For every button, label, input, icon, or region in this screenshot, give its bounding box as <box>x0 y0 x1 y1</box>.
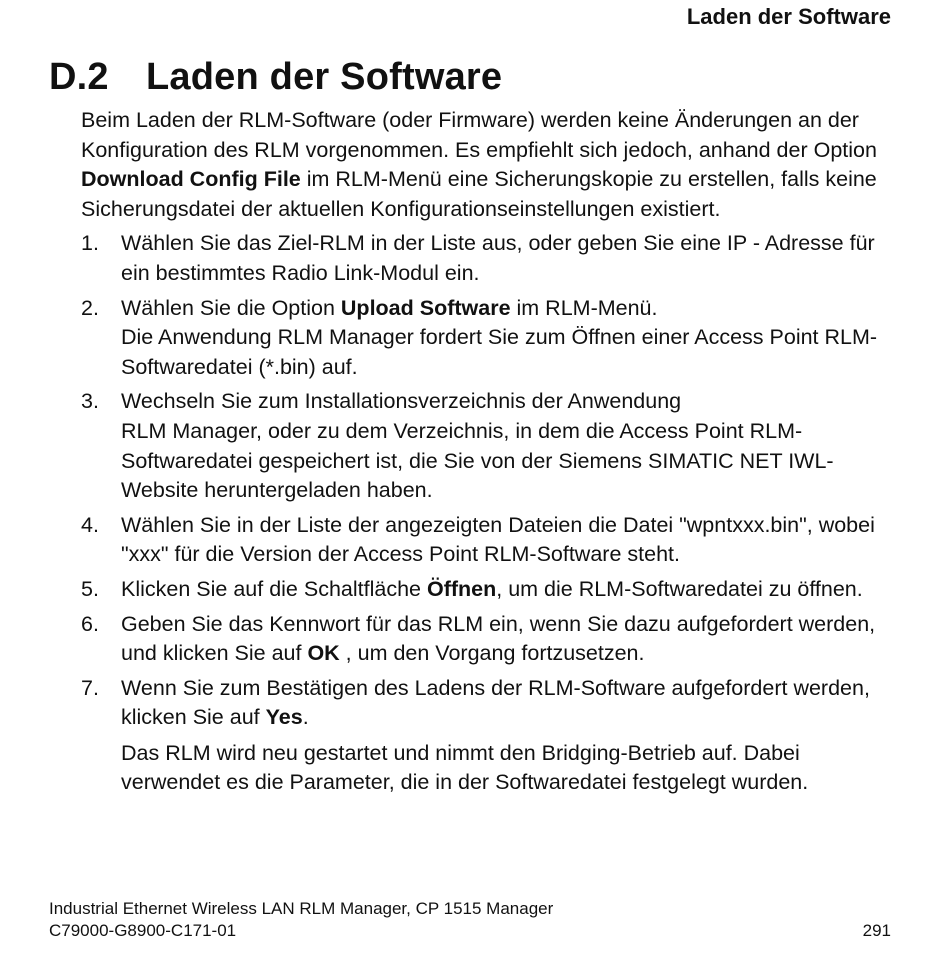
step-button-name: Yes <box>265 705 303 730</box>
step-2 <box>81 294 893 383</box>
step-text-before: Wählen Sie die Option <box>121 295 341 320</box>
page-number: 291 <box>862 921 891 940</box>
running-header: Laden der Software <box>686 4 891 29</box>
step-7 <box>81 674 893 798</box>
step-line <box>121 294 893 324</box>
step-text-after: , um die RLM-Softwaredatei zu öffnen. <box>496 576 863 601</box>
step-text-after: , um den Vorgang fortzusetzen. <box>339 641 645 666</box>
step-text-before: Klicken Sie auf die Schaltfläche <box>121 576 427 601</box>
step-4 <box>81 511 893 570</box>
intro-option-name: Download Config File <box>81 167 301 192</box>
step-line-2: RLM Manager, oder zu dem Verzeichnis, in dem die Access Point RLM-Softwaredatei gespeichert ist, die Sie von der Siemens SIMATIC NET IWL-Website heruntergeladen haben. <box>121 418 834 503</box>
step-text-after: . <box>302 705 309 730</box>
step-line-2: Die Anwendung RLM Manager fordert Sie zum Öffnen einer Access Point RLM-Softwaredatei (*.bin) auf. <box>121 325 878 379</box>
step-option-name: Upload Software <box>340 295 511 320</box>
step-list <box>81 229 893 798</box>
step-number: 1. <box>81 231 99 256</box>
step-6 <box>81 610 893 669</box>
step-number: 3. <box>81 389 99 414</box>
step-3 <box>81 387 893 505</box>
step-number: 7. <box>81 675 99 700</box>
step-text: Wählen Sie das Ziel-RLM in der Liste aus, oder geben Sie eine IP - Adresse für ein bestimmtes Radio Link-Modul ein. <box>121 231 875 285</box>
step-number: 6. <box>81 611 99 636</box>
step-text: Wählen Sie in der Liste der angezeigten Dateien die Datei "wpntxxx.bin", wobei "xxx" für die Version der Access Point RLM-Software steht. <box>121 512 875 567</box>
step-number: 4. <box>81 512 99 537</box>
step-text-before: Wenn Sie zum Bestätigen des Ladens der RLM-Software aufgefordert werden, klicken Sie auf <box>121 675 870 730</box>
section-title: Laden der Software <box>146 56 503 98</box>
footer-document-number: C79000-G8900-C171-01 <box>49 921 237 940</box>
step-1 <box>81 229 893 288</box>
step-note: Das RLM wird neu gestartet und nimmt den Bridging-Betrieb auf. Dabei verwendet es die Parameter, die in der Softwaredatei festgelegt wurden. <box>121 740 809 795</box>
step-line: Wechseln Sie zum Installationsverzeichnis der Anwendung <box>121 389 682 414</box>
section-heading <box>49 54 502 100</box>
step-button-name: Öffnen <box>426 576 497 601</box>
step-button-name: OK <box>307 641 340 666</box>
footer-product-line: Industrial Ethernet Wireless LAN RLM Manager, CP 1515 Manager <box>49 899 554 918</box>
step-5 <box>81 575 893 605</box>
page-footer <box>49 898 891 942</box>
step-number: 2. <box>81 295 99 320</box>
body-text <box>81 106 893 803</box>
intro-text-before: Beim Laden der RLM-Software (oder Firmware) werden keine Änderungen an der Konfiguration des RLM vorgenommen. Es empfiehlt sich jedoch, anhand der Option <box>81 108 877 162</box>
step-text-before: Geben Sie das Kennwort für das RLM ein, wenn Sie dazu aufgefordert werden, und klicken Sie auf <box>121 611 876 666</box>
step-number: 5. <box>81 576 99 601</box>
step-line <box>121 674 893 733</box>
section-number: D.2 <box>49 56 109 98</box>
intro-paragraph <box>81 106 893 224</box>
intro-text-after: im RLM-Menü eine Sicherungskopie zu erstellen, falls keine Sicherungsdatei der aktuellen Konfigurationseinstellungen existiert. <box>81 167 877 221</box>
step-text-after: im RLM-Menü. <box>510 295 658 320</box>
